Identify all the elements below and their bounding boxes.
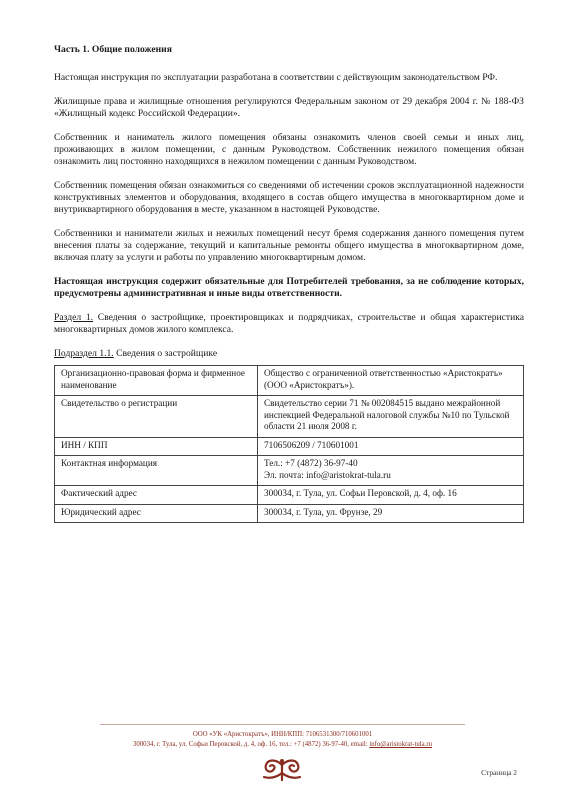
subsection-label: Подраздел 1.1. (54, 348, 114, 359)
paragraph: Настоящая инструкция по эксплуатации разработана в соответствии с действующим законодательством РФ. (54, 72, 498, 83)
table-key: Свидетельство о регистрации (55, 396, 258, 438)
table-value: 7106506209 / 710601001 (258, 437, 524, 456)
page-number: Страница 2 (481, 768, 517, 777)
table-row (55, 504, 524, 523)
paragraph: Собственник помещения обязан ознакомиться со сведениями об истечении сроков эксплуатационной надежности конструктивных элементов и оборудования, входящего в состав общего имущества в многоквартирном доме и внутриквартирного оборудования в месте, указанном в настоящей Руководстве. (54, 180, 524, 215)
developer-info-table (54, 365, 524, 523)
table-row (55, 437, 524, 456)
warning-paragraph: Настоящая инструкция содержит обязательные для Потребителей требования, за не соблюдение которых, предусмотрены административная и иные виды ответственности. (54, 276, 524, 299)
part-heading: Часть 1. Общие положения (54, 44, 172, 55)
section-text: Сведения о застройщике, проектировщиках и подрядчиках, строительстве и общая характеристика многоквартирных домов жилого комплекса. (54, 312, 524, 335)
table-key: ИНН / КПП (55, 437, 258, 456)
table-key: Фактический адрес (55, 486, 258, 505)
table-value: 300034, г. Тула, ул. Фрунзе, 29 (258, 504, 524, 523)
ornament-icon (256, 757, 308, 783)
paragraph: Жилищные права и жилищные отношения регулируются Федеральным законом от 29 декабря 2004 г. № 188-ФЗ «Жилищный кодекс Российской Федерации». (54, 96, 524, 119)
footer-company: ООО «УК «Аристократъ», ИНН/КПП: 7106531300/710601001 (192, 731, 373, 738)
subsection-text: Сведения о застройщике (113, 348, 218, 359)
table-value: Свидетельство серии 71 № 002084515 выдано межрайонной инспекцией Федеральной налоговой службы №10 по Тульской области 21 июля 2008 г. (258, 396, 524, 438)
table-value (258, 456, 524, 486)
paragraph: Собственники и наниматели жилых и нежилых помещений несут бремя содержания данного помещения путем внесения платы за содержание, текущий и капитальные ремонты общего имущества в многоквартирном доме, включая плату за услуги и работы по управлению многоквартирным домом. (54, 228, 524, 263)
table-key: Контактная информация (55, 456, 258, 486)
footer-email-link[interactable]: info@aristokrat-tula.ru (369, 741, 433, 748)
document-body (54, 44, 524, 523)
table-key: Организационно-правовая форма и фирменное наименование (55, 366, 258, 396)
subsection-title (54, 348, 524, 360)
table-row (55, 456, 524, 486)
table-value: Общество с ограниченной ответственностью «Аристократъ» (ООО «Аристократъ»). (258, 366, 524, 396)
email-line: Эл. почта: info@aristokrat-tula.ru (264, 469, 391, 480)
footer-divider (100, 724, 465, 725)
table-row (55, 486, 524, 505)
phone-line: Тел.: +7 (4872) 36-97-40 (264, 458, 358, 468)
section-label: Раздел 1. (54, 312, 94, 323)
table-value: 300034, г. Тула, ул. Софьи Перовской, д. 4, оф. 16 (258, 486, 524, 505)
table-row (55, 366, 524, 396)
footer-address (0, 740, 565, 749)
section-title (54, 312, 524, 336)
table-row (55, 396, 524, 438)
table-key: Юридический адрес (55, 504, 258, 523)
footer-address-text: 300034, г. Тула, ул. Софьи Перовской, д. 4, оф. 16, тел.: +7 (4872) 36-97-40, email: (132, 741, 370, 748)
paragraph: Собственник и наниматель жилого помещения обязаны ознакомить членов своей семьи и иных лиц, проживающих в жилом помещении, с данным Руководством. Собственник нежилого помещения обязан ознакомить лиц постоянно находящихся в нежилом помещении с данным Руководством. (54, 132, 524, 167)
